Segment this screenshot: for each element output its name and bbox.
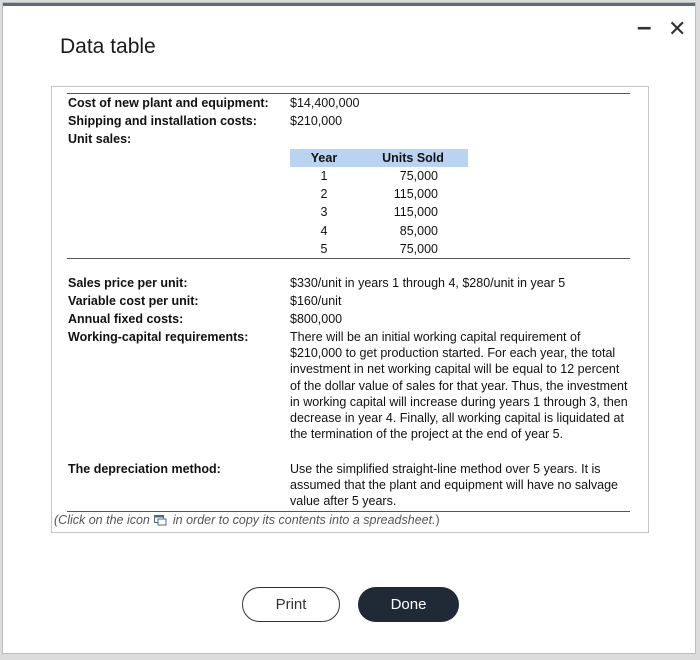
table-header-row: [290, 149, 468, 167]
done-button[interactable]: Done: [358, 587, 459, 622]
footnote-open-paren: (: [54, 513, 59, 527]
variable-cost-value: $160/unit: [290, 294, 342, 308]
table-row: [290, 203, 468, 221]
working-capital-value: There will be an initial working capital requirement of $210,000 to get production started. For each year, the total investment in net working capital will be equal to 12 percent of the dollar value of sales for that year. Thus, the investment in working capital will increase during years 1 through 3, then decrease in year 4. Finally, all working capital is liquidated at the termination of the project at the end of year 5.: [290, 330, 628, 442]
depreciation-value: Use the simplified straight-line method over 5 years. It is assumed that the plant and equipment will have no salvage value after 5 years.: [290, 462, 618, 509]
copy-to-spreadsheet-icon[interactable]: [154, 515, 167, 529]
cost-value: $14,400,000: [290, 96, 360, 110]
year-cell: 3: [320, 205, 328, 220]
minimize-icon[interactable]: –: [637, 11, 652, 41]
table-row: [290, 185, 468, 203]
footnote-text-before: Click on the icon: [58, 513, 150, 527]
shipping-value: $210,000: [290, 114, 343, 128]
year-header: Year: [290, 149, 358, 167]
units-sold-header: Units Sold: [358, 149, 468, 167]
sales-price-value: $330/unit in years 1 through 4, $280/unit in year 5: [290, 276, 566, 290]
year-cell: 2: [320, 187, 328, 202]
cost-label: Cost of new plant and equipment:: [68, 96, 269, 110]
copy-instructions: [54, 513, 440, 529]
unit-sales-label: Unit sales:: [68, 132, 132, 146]
close-icon[interactable]: ✕: [668, 16, 687, 41]
year-cell: 5: [320, 241, 328, 256]
units-cell: 115,000: [393, 205, 438, 220]
shipping-label: Shipping and installation costs:: [68, 114, 257, 128]
window-top-bar: [3, 3, 695, 6]
fixed-cost-value: $800,000: [290, 312, 343, 326]
units-sold-table: [290, 149, 468, 258]
depreciation-label: The depreciation method:: [68, 462, 221, 476]
bottom-rule: [67, 511, 630, 512]
year-cell: 4: [320, 223, 328, 238]
units-cell: 115,000: [393, 187, 438, 202]
middle-rule: [67, 258, 630, 259]
top-rule: [67, 93, 630, 94]
variable-cost-label: Variable cost per unit:: [68, 294, 199, 308]
table-row: [290, 167, 468, 185]
table-row: [290, 222, 468, 240]
table-row: [290, 240, 468, 258]
print-button[interactable]: Print: [242, 587, 340, 622]
footnote-text-after: in order to copy its contents into a spreadsheet.: [172, 513, 436, 527]
fixed-cost-label: Annual fixed costs:: [68, 312, 184, 326]
units-cell: 75,000: [399, 169, 438, 184]
year-cell: 1: [320, 169, 328, 184]
sales-price-label: Sales price per unit:: [68, 276, 188, 290]
units-cell: 85,000: [399, 223, 438, 238]
working-capital-label: Working-capital requirements:: [68, 330, 249, 344]
dialog-title: Data table: [60, 35, 156, 58]
footnote-close-paren: ): [435, 513, 440, 527]
units-cell: 75,000: [399, 241, 438, 256]
